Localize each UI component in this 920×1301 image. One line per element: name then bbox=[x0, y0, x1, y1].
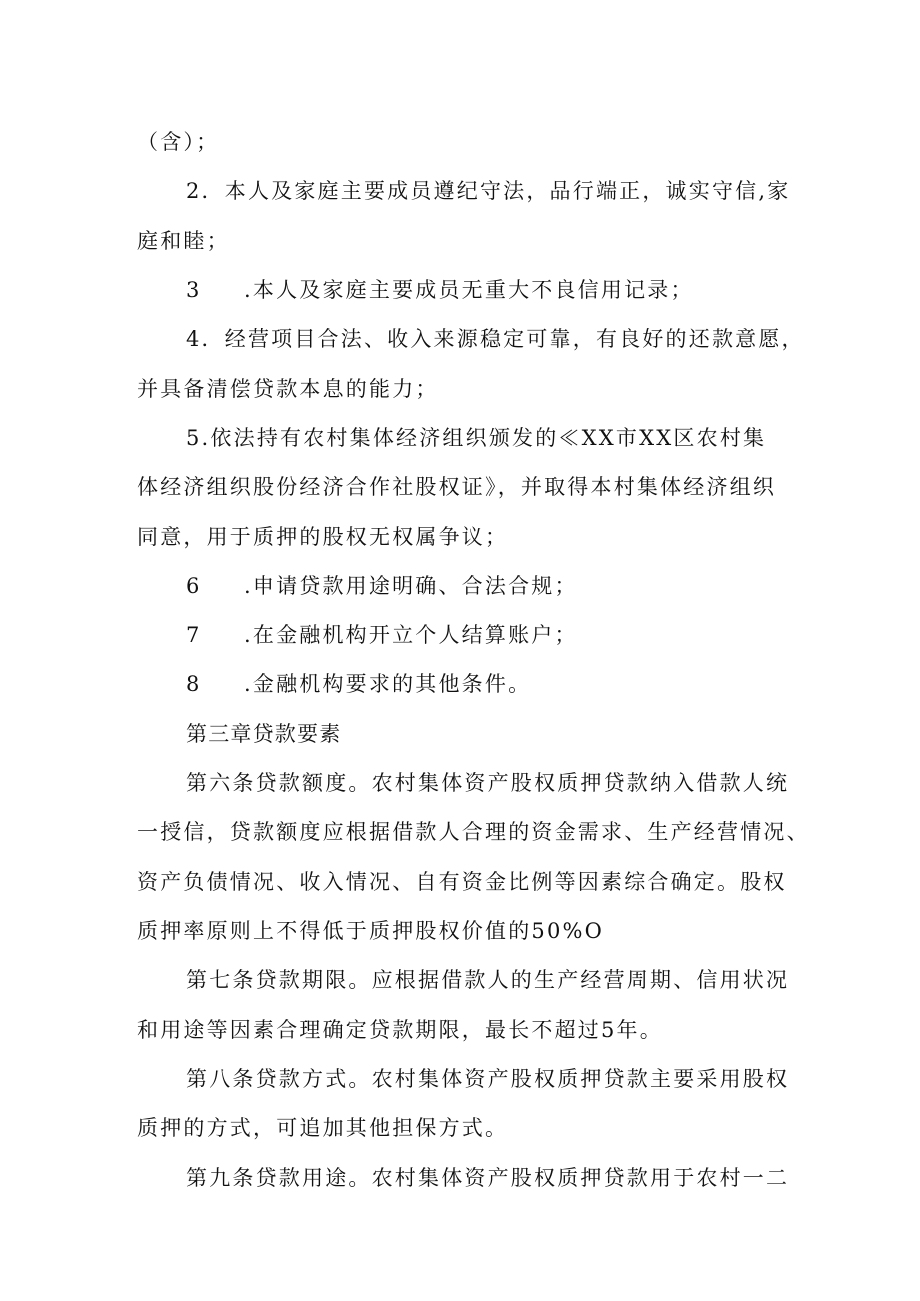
article-8-line: 第八条贷款方式。农村集体资产股权质押贷款主要采用股权 bbox=[186, 1067, 790, 1091]
list-item-6 bbox=[0, 571, 920, 601]
text-line: 同意，用于质押的股权无权属争议； bbox=[137, 525, 509, 549]
text-line: 一授信，贷款额度应根据借款人合理的资金需求、生产经营情况、 bbox=[137, 820, 810, 844]
list-item-2-line: 2．本人及家庭主要成员遵纪守法，品行端正，诚实守信,家 bbox=[186, 179, 791, 203]
list-number: 6 bbox=[186, 574, 202, 598]
list-text: .金融机构要求的其他条件。 bbox=[244, 672, 532, 696]
list-item-7 bbox=[0, 620, 920, 650]
article-6-line: 第六条贷款额度。农村集体资产股权质押贷款纳入借款人统 bbox=[186, 771, 790, 795]
list-item-8 bbox=[0, 669, 920, 699]
list-number: 7 bbox=[186, 623, 202, 647]
list-text: .在金融机构开立个人结算账户； bbox=[244, 623, 578, 647]
text-line: （含）； bbox=[137, 130, 220, 154]
list-item-4-line: 4．经营项目合法、收入来源稳定可靠，有良好的还款意愿， bbox=[186, 327, 805, 351]
text-line: 和用途等因素合理确定贷款期限，最长不超过5年。 bbox=[137, 1018, 663, 1042]
list-item-5-line: 5.依法持有农村集体经济组织颁发的≪XX市XX区农村集 bbox=[186, 426, 767, 450]
text-line: 质押的方式，可追加其他担保方式。 bbox=[137, 1116, 509, 1140]
text-line: 庭和睦； bbox=[137, 229, 230, 253]
list-text: .申请贷款用途明确、合法合规； bbox=[244, 574, 578, 598]
article-9-line: 第九条贷款用途。农村集体资产股权质押贷款用于农村一二 bbox=[186, 1166, 790, 1190]
list-text: .本人及家庭主要成员无重大不良信用记录； bbox=[244, 278, 694, 302]
text-line: 质押率原则上不得低于质押股权价值的50%O bbox=[137, 919, 605, 943]
chapter-heading: 第三章贷款要素 bbox=[186, 722, 342, 746]
article-7-line: 第七条贷款期限。应根据借款人的生产经营周期、信用状况 bbox=[186, 968, 790, 992]
list-item-3 bbox=[0, 275, 920, 305]
text-line: 资产负债情况、收入情况、自有资金比例等因素综合确定。股权 bbox=[137, 870, 787, 894]
text-line: 体经济组织股份经济合作社股权证》，并取得本村集体经济组织 bbox=[137, 475, 777, 499]
list-number: 8 bbox=[186, 672, 202, 696]
list-number: 3 bbox=[186, 278, 202, 302]
text-line: 并具备清偿贷款本息的能力； bbox=[137, 377, 439, 401]
